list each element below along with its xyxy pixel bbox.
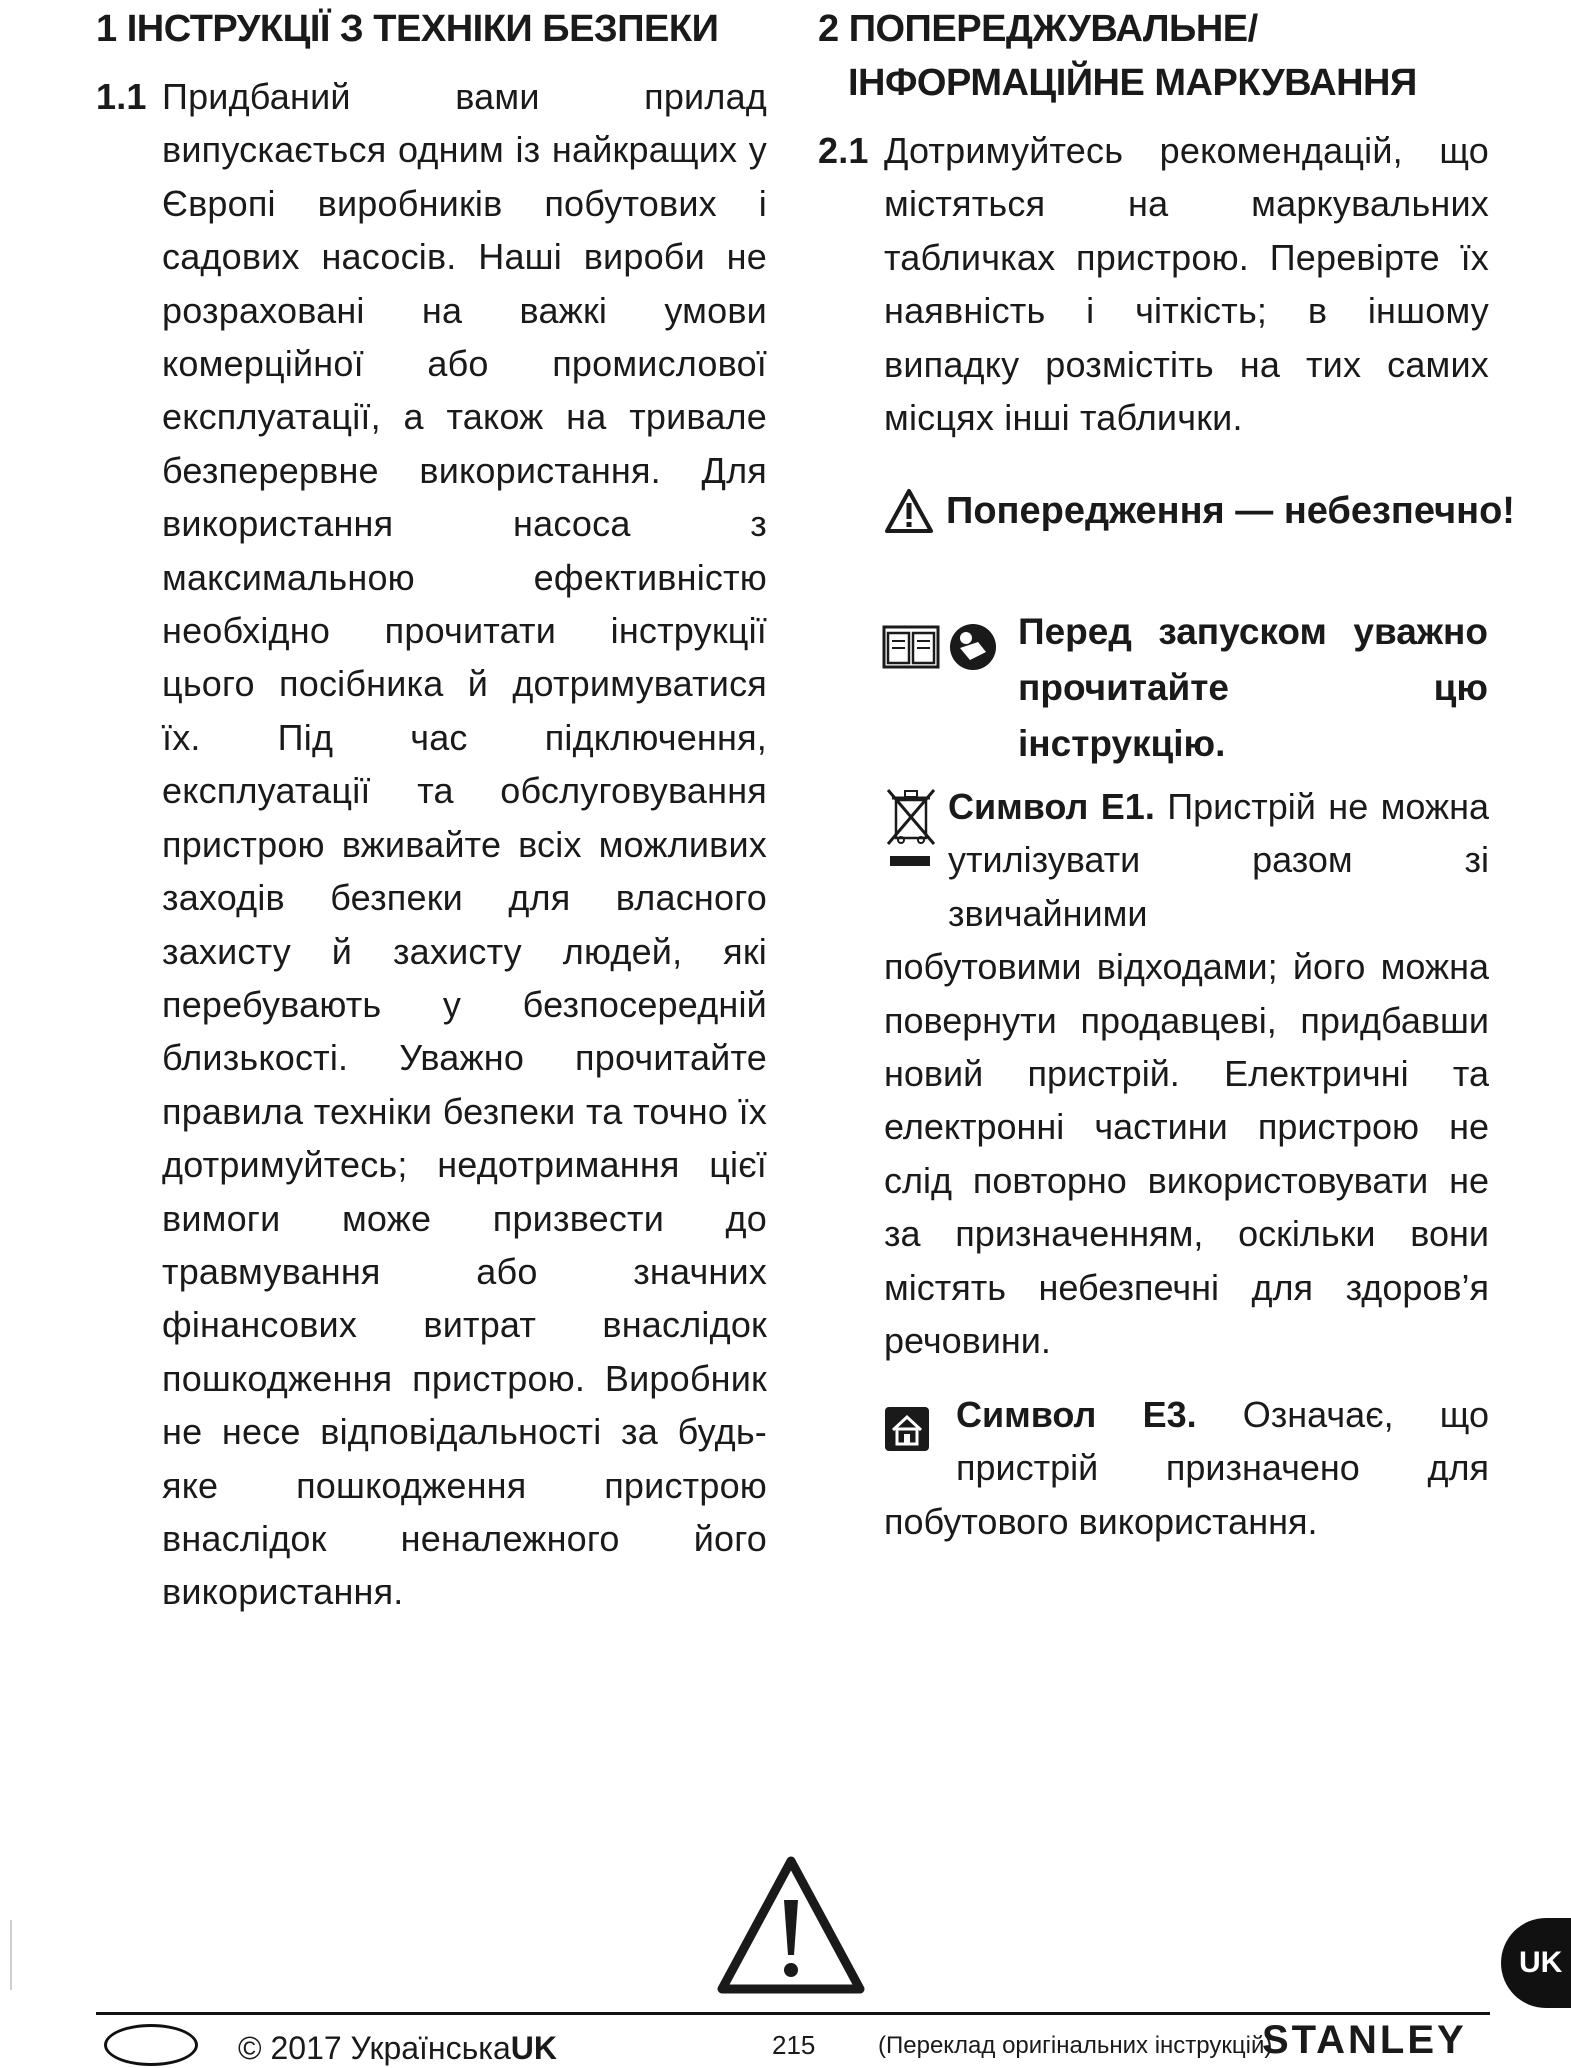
home-use-icon: [884, 1406, 930, 1452]
crossed-bin-icon: [884, 786, 938, 848]
read-manual-text: Перед запуском уважно прочитайте цю інструкцію.: [1018, 611, 1488, 764]
symbol-e3-first-line: [884, 1388, 1489, 1495]
symbol-e3-rest-text: побутового використання.: [884, 1500, 1318, 1542]
symbol-e3-label: Символ E3.: [956, 1394, 1197, 1435]
warning-row: [884, 488, 1515, 534]
warning-triangle-icon: [884, 488, 934, 534]
symbol-e3-first-text: Означає, що пристрій призначено для: [956, 1394, 1489, 1489]
section1-title: 1 ІНСТРУКЦІЇ З ТЕХНІКИ БЕЗПЕКИ: [96, 8, 719, 50]
symbol-e1-first-text: Пристрій не можна утилізувати разом зі звичайними: [948, 786, 1489, 934]
footer-rule: [96, 2012, 1490, 2015]
section1-paragraph-text: Придбаний вами прилад випускається одним із найкращих у Європі виробників побутових і садових насосів. Наші вироби не розраховані на важкі умови комерційної або промислової експлуатації, а також на тривале безперервне використання. Для використання насоса з максимальною ефективністю необхідно прочитати інструкції цього посібника й дотримуватися їх. Під час підключення, експлуатації та обслуговування пристрою вживайте всіх можливих заходів безпеки для власного захисту й захисту людей, які перебувають у безпосередній близькості. Уважно прочитайте правила техніки безпеки та точно їх дотримуйтесь; недотримання цієї вимоги може призвести до травмування або значних фінансових витрат внаслідок пошкодження пристрою. Виробник не несе відповідальності за будь-яке пошкодження пристрою внаслідок неналежного його використання.: [162, 76, 767, 1613]
section2-paragraph-number: 2.1: [818, 130, 869, 171]
symbol-e1-rest-text: побутовими відходами; його можна повернути продавцеві, придбавши новий пристрій. Електричні та електронні частини пристрою не слід повторно використовувати не за призначенням, оскільки вони містять небезпечні для здоров’я речовини.: [884, 946, 1489, 1362]
symbol-e1-block: [884, 780, 1489, 1367]
read-manual-person-icon: [948, 622, 998, 672]
language-badge: UK: [1501, 1918, 1571, 2008]
open-book-icon: [882, 625, 940, 669]
footer-copyright-text: © 2017 Українська: [238, 2030, 511, 2066]
section2-paragraph: [818, 124, 1489, 444]
brand-logo: STANLEY: [1262, 2018, 1467, 2062]
page-number: 215: [772, 2030, 816, 2060]
footer-language-code: UK: [510, 2030, 557, 2066]
footer-translation-note: (Переклад оригінальних інструкцій): [878, 2032, 1273, 2059]
section2-title-line1: 2 ПОПЕРЕДЖУВАЛЬНЕ/: [818, 8, 1258, 50]
symbol-e1-first-lines: [884, 780, 1489, 940]
section1-paragraph-number: 1.1: [96, 76, 147, 117]
read-manual-icons: [882, 622, 998, 672]
page-edge-mark: [10, 1920, 12, 1990]
warning-label: Попередження — небезпечно!: [946, 489, 1515, 532]
footer-oval-logo: [104, 2024, 198, 2066]
symbol-e1-label: Символ E1.: [948, 786, 1155, 827]
large-warning-triangle-icon: [716, 1855, 866, 1995]
symbol-e3-block: [884, 1388, 1489, 1548]
section2-paragraph-text: Дотримуйтесь рекомендацій, що містяться на маркувальних табличках пристрою. Перевірте їх наявність і чіткість; в іншому випадку розмістіть на тих самих місцях інші таблички.: [884, 130, 1489, 439]
footer-copyright: [238, 2030, 557, 2067]
section2-title: [818, 2, 1417, 110]
section1-paragraph: [96, 70, 767, 1619]
section2-title-line2: ІНФОРМАЦІЙНЕ МАРКУВАННЯ: [848, 62, 1417, 104]
bin-underline-bar: [890, 856, 930, 866]
